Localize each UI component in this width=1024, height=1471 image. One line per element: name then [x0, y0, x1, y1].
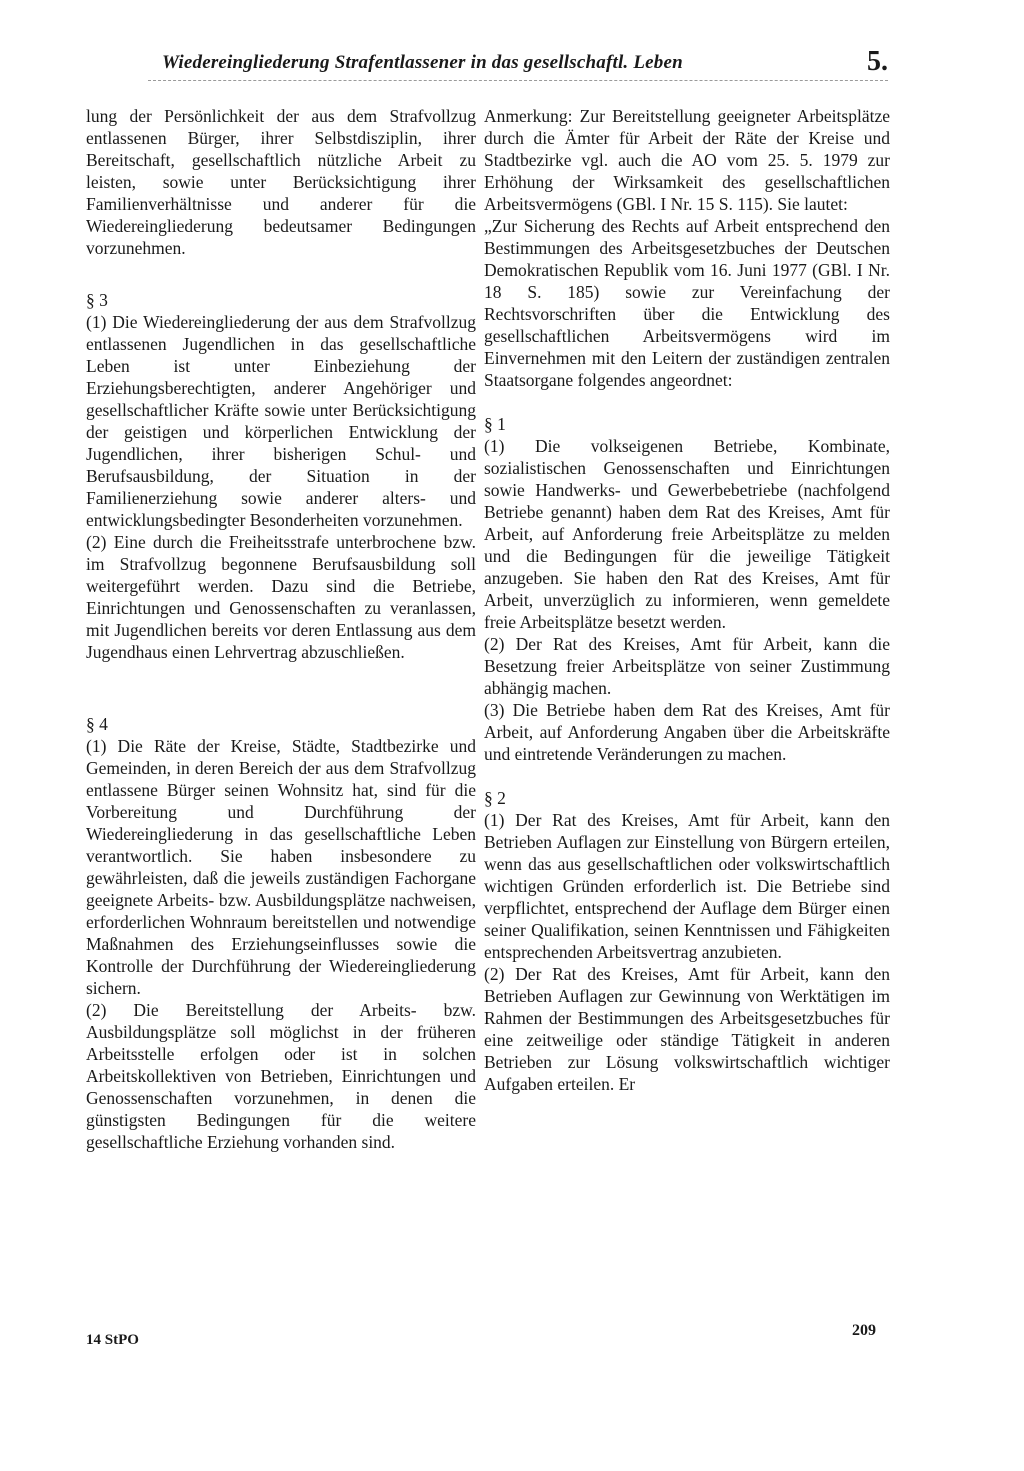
- section-3-paragraph-1: (1) Die Wiedereingliederung der aus dem Strafvollzug entlassenen Jugendlichen in das gesellschaftliche Leben ist unter Einbeziehung der Erziehungsberechtigten, anderer Angehöriger und gesellschaftlicher Kräfte sowie unter Berücksichtigung der geistigen und körperlichen Entwicklung der Jugendlichen, ihrer bisherigen Schul- und Berufsausbildung, der Situation in der Familienerziehung sowie anderer alters- und entwicklungsbedingter Besonderheiten vorzunehmen.: [86, 312, 476, 530]
- printer-signature: 14 StPO: [86, 1332, 139, 1348]
- section-1-paragraph-2: (2) Der Rat des Kreises, Amt für Arbeit, kann die Besetzung freier Arbeitsplätze von seiner Zustimmung abhängig machen.: [484, 634, 890, 698]
- page-number: 209: [852, 1322, 876, 1339]
- section-number: 5.: [867, 46, 888, 77]
- section-2-paragraph-2: (2) Der Rat des Kreises, Amt für Arbeit, kann den Betrieben Auflagen zur Gewinnung von Werktätigen im Rahmen der Bestimmungen des Arbeitsgesetzbuches für eine zeitweilige oder ständige Tätigkeit in anderen Betrieben zur Lösung volkswirtschaftlich wichtiger Aufgaben erteilen. Er: [484, 964, 890, 1094]
- section-2-heading: § 2: [484, 788, 506, 808]
- header-rule: [148, 80, 888, 81]
- quote-paragraph: „Zur Sicherung des Rechts auf Arbeit entsprechend den Bestimmungen des Arbeitsgesetzbuches der Deutschen Demokratischen Republik vom 16. Juni 1977 (GBl. I Nr. 18 S. 185) sowie zur Vereinfachung der Rechtsvorschriften über die Entwicklung des gesellschaftlichen Arbeitsvermögens wird im Einvernehmen mit den Leitern der zuständigen zentralen Staatsorgane folgendes angeordnet:: [484, 216, 890, 390]
- section-1-paragraph-1: (1) Die volkseigenen Betriebe, Kombinate, sozialistischen Genossenschaften und Einrichtungen sowie Handwerks- und Gewerbebetriebe (nachfolgend Betriebe genannt) haben dem Rat des Kreises, Amt für Arbeit, auf Anforderung freie Arbeitsplätze zu melden und die Bedingungen für die jeweilige Tätigkeit anzugeben. Sie haben den Rat des Kreises, Amt für Arbeit, unverzüglich zu informieren, wenn gemeldete freie Arbeitsplätze besetzt werden.: [484, 436, 890, 632]
- page-header: [148, 46, 888, 86]
- section-4-paragraph-1: (1) Die Räte der Kreise, Städte, Stadtbezirke und Gemeinden, in deren Bereich der aus dem Strafvollzug entlassene Bürger seinen Wohnsitz hat, sind für die Vorbereitung und Durchführung der Wiedereingliederung in das gesellschaftliche Leben verantwortlich. Sie haben insbesondere zu gewährleisten, daß die jeweils zuständigen Fachorgane geeignete Arbeits- bzw. Ausbildungsplätze nachweisen, erforderlichen Wohnraum bereitstellen und notwendige Maßnahmen des Erziehungseinflusses sowie die Kontrolle der Durchführung der Wiedereingliederung sichern.: [86, 736, 476, 998]
- section-4-heading: § 4: [86, 714, 108, 734]
- running-title: Wiedereingliederung Strafentlassener in das gesellschaftl. Leben: [162, 52, 683, 73]
- note-paragraph: Anmerkung: Zur Bereitstellung geeigneter Arbeitsplätze durch die Ämter für Arbeit der Räte der Kreise und Stadtbezirke vgl. auch die AO vom 25. 5. 1979 zur Erhöhung der Wirksamkeit des gesellschaftlichen Arbeitsvermögens (GBl. I Nr. 15 S. 115). Sie lautet:: [484, 106, 890, 214]
- section-3-heading: § 3: [86, 290, 108, 310]
- section-4-paragraph-2: (2) Die Bereitstellung der Arbeits- bzw. Ausbildungsplätze soll möglichst in der früheren Arbeitsstelle erfolgen oder ist in solchen Arbeitskollektiven von Betrieben, Einrichtungen und Genossenschaften vorzunehmen, in denen die günstigsten Bedingungen für die weitere gesellschaftliche Erziehung vorhanden sind.: [86, 1000, 476, 1152]
- right-column: [484, 105, 890, 1095]
- section-2-paragraph-1: (1) Der Rat des Kreises, Amt für Arbeit, kann den Betrieben Auflagen zur Einstellung von Bürgern erteilen, wenn das aus gesellschaftlichen oder volkswirtschaftlich wichtigen Gründen erforderlich ist. Die Betriebe sind verpflichtet, entsprechend der Auflage dem Bürger einen seiner Qualifikation, seinen Kenntnissen und Fähigkeiten entsprechenden Arbeitsvertrag anzubieten.: [484, 810, 890, 962]
- section-1-heading: § 1: [484, 414, 506, 434]
- section-3-paragraph-2: (2) Eine durch die Freiheitsstrafe unterbrochene bzw. im Strafvollzug begonnene Berufsausbildung soll weitergeführt werden. Dazu sind die Betriebe, Einrichtungen und Genossenschaften zu veranlassen, mit Jugendlichen bereits vor deren Entlassung aus dem Jugendhaus einen Lehrvertrag abzuschließen.: [86, 532, 476, 662]
- left-column: [86, 105, 476, 1153]
- section-1-paragraph-3: (3) Die Betriebe haben dem Rat des Kreises, Amt für Arbeit, auf Anforderung Angaben über die Arbeitskräfte und eintretende Veränderungen zu machen.: [484, 700, 890, 764]
- intro-paragraph: lung der Persönlichkeit der aus dem Strafvollzug entlassenen Bürger, ihrer Selbstdisziplin, ihrer Bereitschaft, gesellschaftlich nützliche Arbeit zu leisten, sowie unter Berücksichtigung ihrer Familienverhältnisse und anderer für die Wiedereingliederung bedeutsamer Bedingungen vorzunehmen.: [86, 106, 476, 258]
